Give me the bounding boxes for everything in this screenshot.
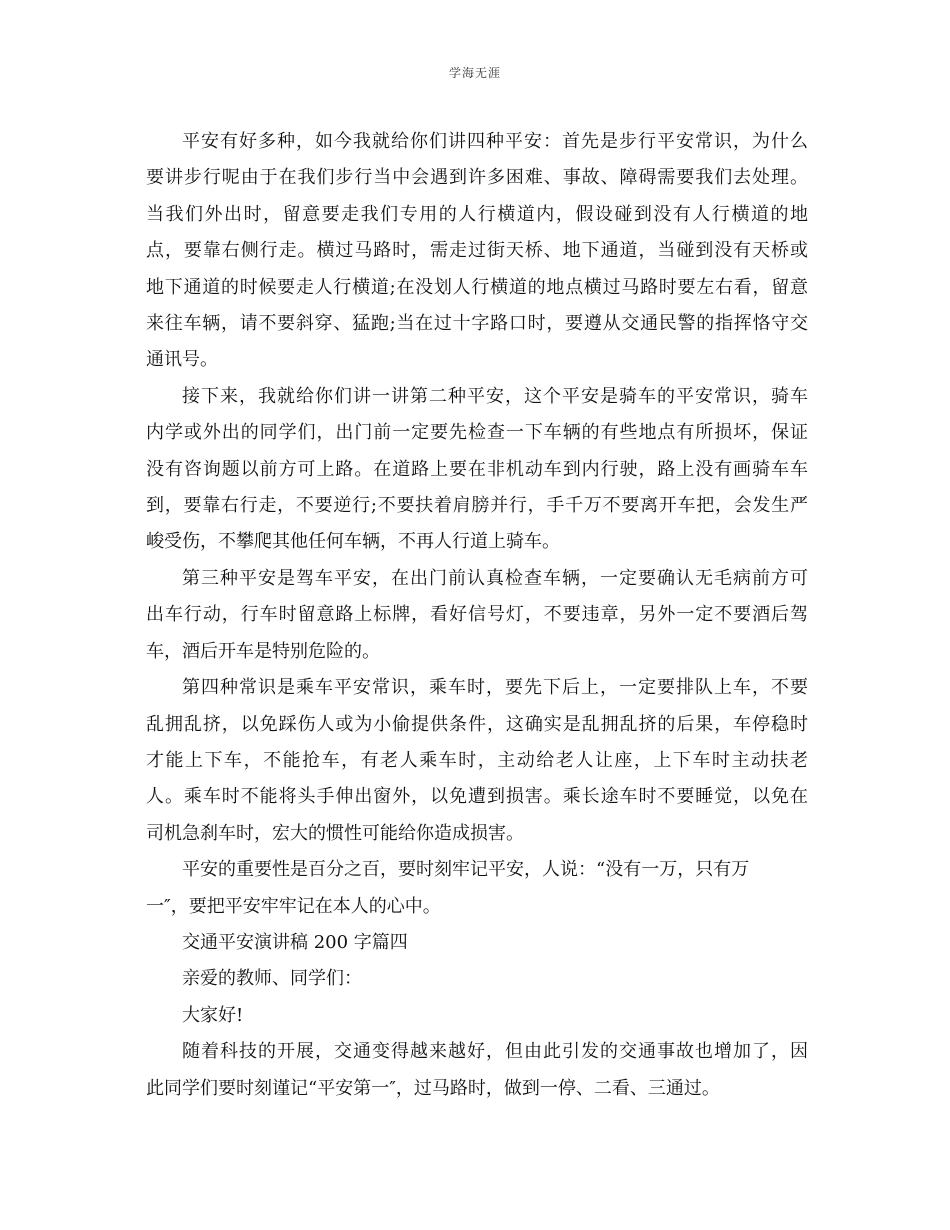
text-line: 交通平安演讲稿 200 字篇四 xyxy=(182,931,408,953)
paragraph xyxy=(146,379,808,561)
text-line: 大家好! xyxy=(182,1004,244,1026)
text-line: 人。乘车时不能将头手伸出窗外，以免遭到损害。乘长途车时不要睡觉，以免在 xyxy=(146,786,808,808)
text-line: 当我们外出时，留意要走我们专用的人行横道内，假设碰到没有人行横道的地 xyxy=(146,203,808,225)
text-line: 一″，要把平安牢牢记在本人的心中。 xyxy=(146,895,441,917)
text-line: 第四种常识是乘车平安常识，乘车时，要先下后上，一定要排队上车，不要 xyxy=(182,677,808,699)
text-line: 地下通道的时候要走人行横道;在没划人行横道的地点横过马路时要左右看，留意 xyxy=(146,276,808,298)
text-line: 接下来，我就给你们讲一讲第二种平安，这个平安是骑车的平安常识，骑车 xyxy=(182,385,808,407)
page-header: 学海无涯 xyxy=(448,66,501,80)
text-line: 没有咨询题以前方可上路。在道路上要在非机动车到内行驶，路上没有画骑车车 xyxy=(146,458,808,480)
text-line: 来往车辆，请不要斜穿、猛跑;当在过十字路口时，要遵从交通民警的指挥恪守交 xyxy=(146,313,808,335)
text-line: 司机急刹车时，宏大的惯性可能给你造成损害。 xyxy=(146,822,524,844)
text-line: 出车行动，行车时留意路上标牌，看好信号灯，不要违章，另外一定不要酒后驾 xyxy=(146,604,808,626)
text-line: 才能上下车，不能抢车，有老人乘车时，主动给老人让座，上下车时主动扶老 xyxy=(146,749,808,771)
text-line: 点，要靠右侧行走。横过马路时，需走过街天桥、地下通道，当碰到没有天桥或 xyxy=(146,240,808,262)
text-line: 通讯号。 xyxy=(146,349,218,371)
text-line: 平安有好多种，如今我就给你们讲四种平安：首先是步行平安常识，为什么 xyxy=(182,131,808,152)
text-line: 内学或外出的同学们，出门前一定要先检查一下车辆的有些地点有所损坏，保证 xyxy=(146,422,808,444)
text-line: 第三种平安是驾车平安，在出门前认真检查车辆，一定要确认无毛病前方可 xyxy=(182,567,808,589)
text-line: 峻受伤，不攀爬其他任何车辆，不再人行道上骑车。 xyxy=(146,531,560,553)
text-line: 亲爱的教师、同学们： xyxy=(182,968,362,990)
paragraph xyxy=(146,561,808,670)
paragraph xyxy=(146,1034,808,1107)
paragraph xyxy=(146,670,808,852)
paragraph xyxy=(146,124,808,379)
text-line: 车，酒后开车是特别危险的。 xyxy=(146,640,380,662)
section-title xyxy=(146,925,808,961)
text-line: 平安的重要性是百分之百，要时刻牢记平安，人说：“没有一万，只有万 xyxy=(182,859,750,881)
text-line: 到，要靠右行走，不要逆行;不要扶着肩膀并行，手千万不要离开车把，会发生严 xyxy=(146,495,808,517)
document-body xyxy=(146,124,808,1107)
paragraph xyxy=(146,852,808,925)
text-line: 随着科技的开展，交通变得越来越好，但由此引发的交通事故也增加了，因 xyxy=(182,1041,808,1063)
salutation xyxy=(146,961,808,997)
text-line: 要讲步行呢由于在我们步行当中会遇到许多困难、事故、障碍需要我们去处理。 xyxy=(146,167,808,189)
text-line: 此同学们要时刻谨记“平安第一″，过马路时，做到一停、二看、三通过。 xyxy=(146,1077,720,1099)
greeting xyxy=(146,998,808,1034)
text-line: 乱拥乱挤，以免踩伤人或为小偷提供条件，这确实是乱拥乱挤的后果，车停稳时 xyxy=(146,713,808,735)
